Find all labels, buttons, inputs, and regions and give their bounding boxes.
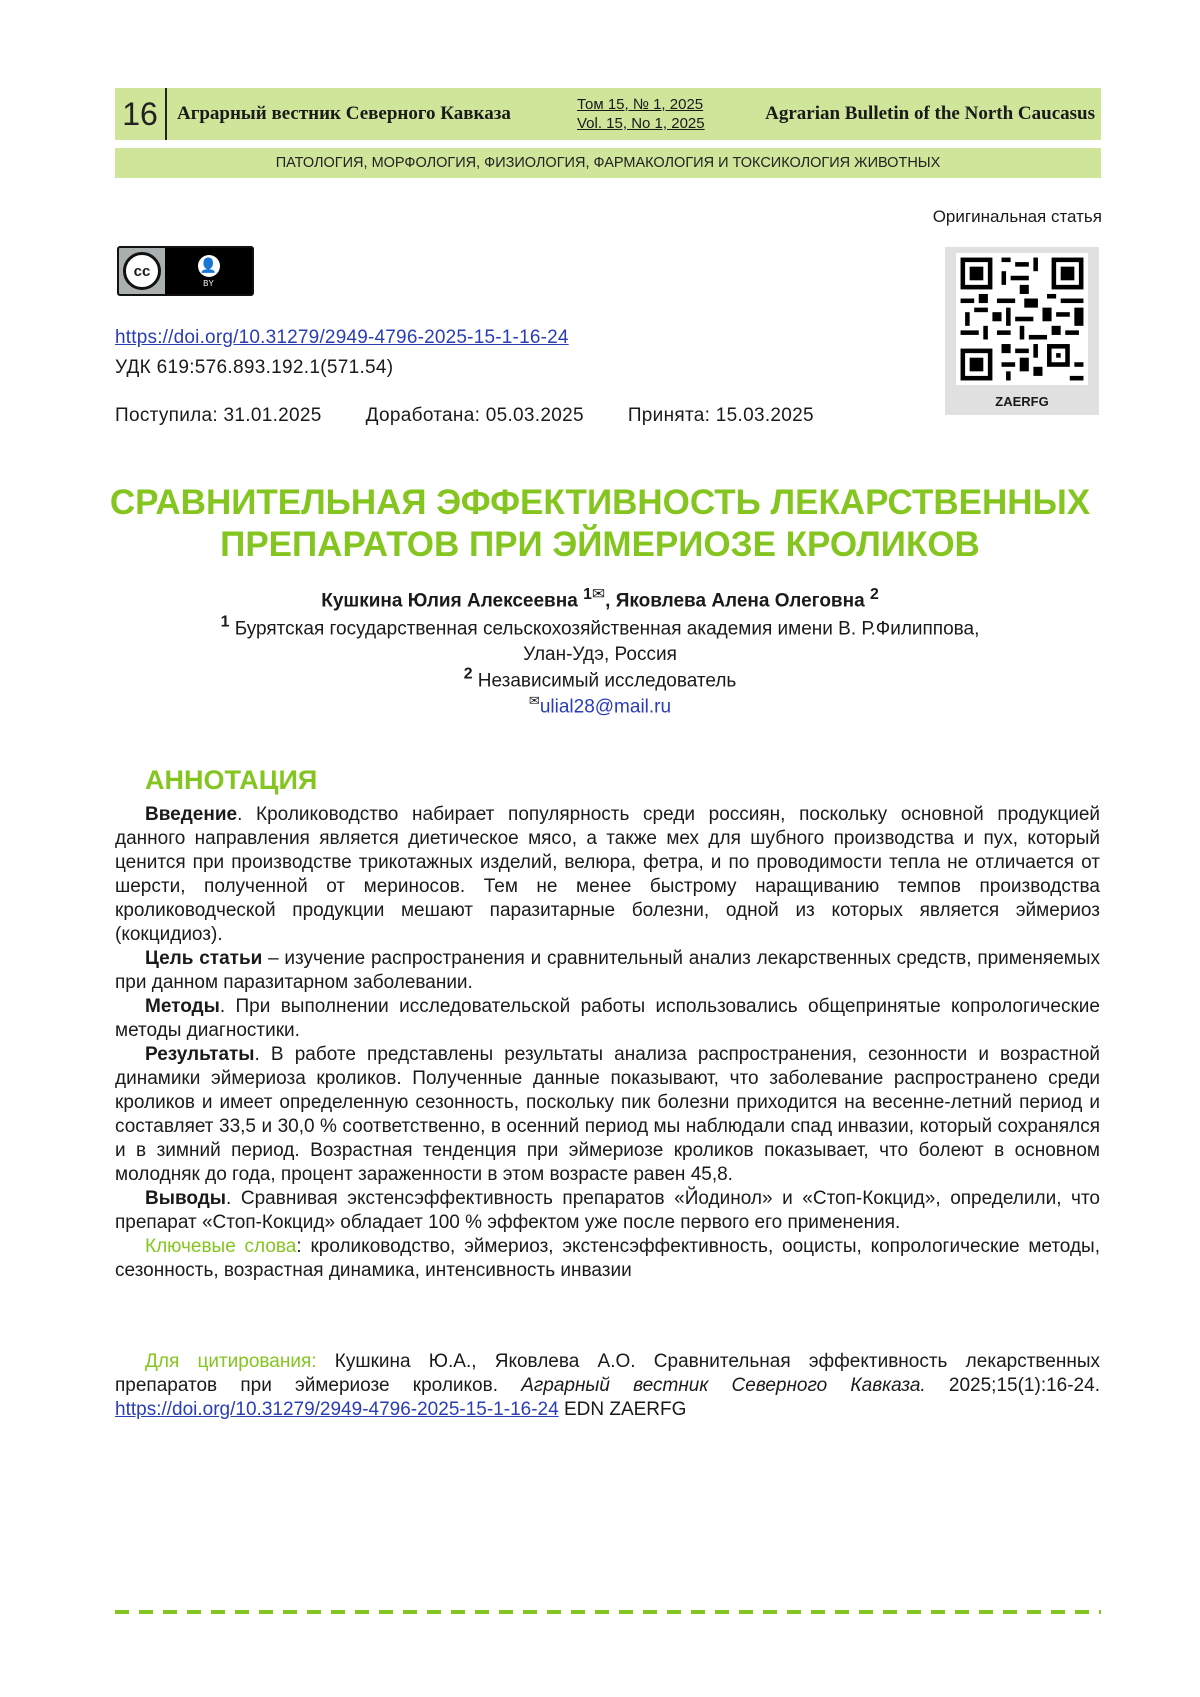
volume-info bbox=[577, 95, 747, 133]
abstract-conclusions: Выводы. Сравнивая экстенсэффективность препаратов «Йодинол» и «Стоп-Кокцид», определили, что препарат «Стоп-Кокцид» обладает 100 % эффектом уже после первого его применения. bbox=[115, 1188, 1100, 1233]
qr-label: ZAERFG bbox=[995, 394, 1049, 409]
affil-2-sup: 2 bbox=[463, 666, 473, 683]
udk-code: УДК 619:576.893.192.1(571.54) bbox=[115, 357, 394, 378]
affil-1-sup: 1 bbox=[220, 614, 230, 631]
citation-doi-link[interactable]: https://doi.org/10.31279/2949-4796-2025-15-1-16-24 bbox=[115, 1399, 559, 1420]
volume-en: Vol. 15, No 1, 2025 bbox=[577, 115, 705, 132]
journal-title-ru: Аграрный вестник Северного Кавказа bbox=[177, 103, 511, 124]
article-type: Оригинальная статья bbox=[932, 207, 1102, 226]
affil-1-line-2: Улан-Удэ, Россия bbox=[523, 644, 677, 666]
affil-2-text: Независимый исследователь bbox=[477, 670, 737, 692]
article-title bbox=[100, 482, 1100, 566]
section-title: ПАТОЛОГИЯ, МОРФОЛОГИЯ, ФИЗИОЛОГИЯ, ФАРМАКОЛОГИЯ И ТОКСИКОЛОГИЯ ЖИВОТНЫХ bbox=[115, 148, 1101, 178]
citation: Для цитирования: Кушкина Ю.А., Яковлева А.О. Сравнительная эффективность лекарственных препаратов при эймериозе кроликов. Аграрный вестник Северного Кавказа. 2025;15(1):16-24. https://doi.org/10.31279/2949-4796-2025-15-1-16-24 EDN ZAERFG bbox=[115, 1351, 1100, 1420]
attribution-icon: 👤 bbox=[198, 255, 220, 277]
abstract-methods: Методы. При выполнении исследовательской работы использовались общепринятые копрологические методы диагностики. bbox=[115, 996, 1100, 1041]
abstract-keywords: Ключевые слова: кролиководство, эймериоз, экстенсэффективность, ооцисты, копрологические методы, сезонность, возрастная динамика, интенсивность инвазии bbox=[115, 1236, 1100, 1281]
contact-email bbox=[100, 688, 1100, 720]
abstract-intro: Введение. Кролиководство набирает популярность среди россиян, поскольку основной продукцией данного направления является диетическое мясо, а также мех для шубного производства и пух, который ценится при производстве трикотажных изделий, велюра, фетра, и по проводимости тепла не отличается от шерсти, полученной от мериносов. Тем не менее быстрому наращиванию темпов производства кролиководческой продукции мешают паразитарные болезни, одной из которых является эймериоз (кокцидиоз). bbox=[115, 804, 1100, 945]
accepted-date: Принята: 15.03.2025 bbox=[627, 405, 814, 426]
author-2: Яковлева Алена Олеговна bbox=[615, 590, 865, 612]
title-line-1: СРАВНИТЕЛЬНАЯ ЭФФЕКТИВНОСТЬ ЛЕКАРСТВЕННЫХ bbox=[109, 483, 1091, 522]
volume-ru: Том 15, № 1, 2025 bbox=[577, 96, 704, 113]
abstract bbox=[115, 803, 1100, 1283]
abstract-results: Результаты. В работе представлены результаты анализа распространения, сезонности и возрастной динамики эймериоза кроликов. Полученные данные показывают, что заболевание распространено среди кроликов и имеет определенную сезонность, поскольку пик болезни приходится на весенне-летний период и составляет 33,5 и 30,0 % соответственно, в осенний период мы наблюдали спад инвазии, который сохранялся и в зимний период. Возрастная тенденция при эймериозе кроликов показывает, что болеют в основном молодняк до года, процент зараженности в этом возрасте равен 45,8. bbox=[115, 1044, 1100, 1185]
cc-icon: cc bbox=[123, 252, 161, 290]
author-1: Кушкина Юлия Алексеевна bbox=[321, 590, 578, 612]
received-date: Поступила: 31.01.2025 bbox=[115, 405, 322, 426]
qr-code[interactable] bbox=[945, 247, 1099, 415]
revised-date: Доработана: 05.03.2025 bbox=[365, 405, 584, 426]
journal-title-en: Agrarian Bulletin of the North Caucasus bbox=[765, 103, 1095, 124]
journal-header bbox=[115, 88, 1101, 140]
authors: Кушкина Юлия Алексеевна $^{1✉}$, Яковлева Алена Олеговна $^2$ bbox=[321, 586, 879, 612]
abstract-aim: Цель статьи – изучение распространения и сравнительный анализ лекарственных средств, применяемых при данном паразитарном заболевании. bbox=[115, 948, 1100, 993]
annotation-heading: АННОТАЦИЯ bbox=[145, 765, 318, 795]
author-1-affil: 1✉ bbox=[583, 586, 606, 603]
email-link[interactable]: ulial28@mail.ru bbox=[539, 696, 672, 718]
citation-journal: Аграрный вестник Северного Кавказа. bbox=[521, 1375, 926, 1396]
by-label: BY bbox=[203, 278, 214, 288]
qr-pattern bbox=[953, 253, 1091, 385]
author-2-affil: 2 bbox=[869, 586, 879, 603]
page-number: 16 bbox=[115, 88, 167, 140]
title-line-2: ПРЕПАРАТОВ ПРИ ЭЙМЕРИОЗЕ КРОЛИКОВ bbox=[220, 525, 980, 564]
footer-divider bbox=[115, 1610, 1101, 1614]
affil-1-line-1: Бурятская государственная сельскохозяйственная академия имени В. Р.Филиппова, bbox=[234, 618, 980, 640]
article-dates bbox=[115, 405, 945, 427]
cc-by-license-badge[interactable] bbox=[117, 246, 254, 296]
affiliation-1 bbox=[100, 610, 1100, 668]
mail-icon: ✉ bbox=[528, 693, 540, 708]
citation-label: Для цитирования: bbox=[145, 1351, 317, 1372]
doi-link[interactable]: https://doi.org/10.31279/2949-4796-2025-15-1-16-24 bbox=[115, 327, 569, 348]
